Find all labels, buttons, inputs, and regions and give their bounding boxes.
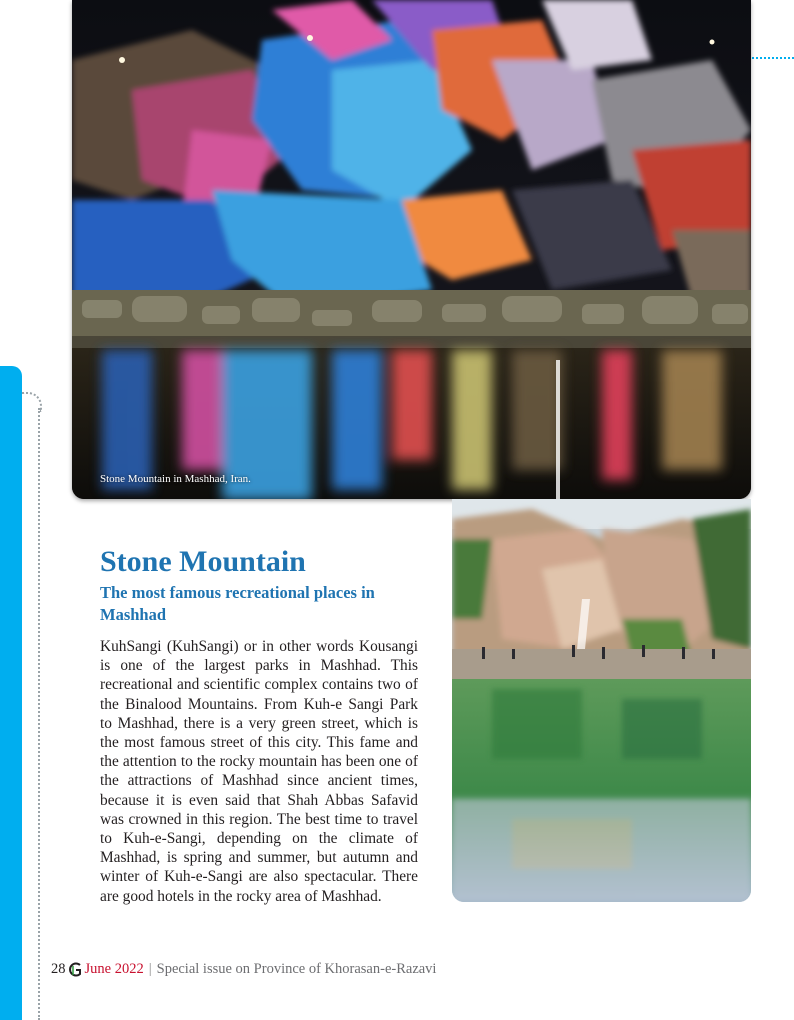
side-accent-bar [0,366,22,1020]
dotted-line-top-right [752,57,794,59]
photo-stone-mountain-day [452,499,751,902]
photo-caption: Stone Mountain in Mashhad, Iran. [100,473,251,485]
page-footer [51,961,436,978]
page-number: 28 [51,961,66,977]
article-subtitle: The most famous recreational places in Mashhad [100,583,375,624]
dotted-line-vertical [38,408,40,1020]
footer-separator: | [148,961,152,977]
article-title: Stone Mountain [100,545,306,578]
hero-photo-stone-mountain-night [72,0,751,499]
article-body: KuhSangi (KuhSangi) or in other words Kousangi is one of the largest parks in Mashhad. This recreational and scientific complex contains two of the Binalood Mountains. From Kuh-e Sangi Park to Mashhad, there is a very green street, which is the most famous street of this city. This fame and the attention to the rocky mountain has been one of the attractions of Mashhad since ancient times, because it is even said that Shah Abbas Safavid was crowned in this region. The best time to travel to Kuh-e-Sangi, depending on the climate of Mashhad, is spring and summer, but autumn and winter of Kuh-e-Sangi are also spectacular. There are good hotels in the rocky area of Mashhad. [100,638,418,905]
magazine-logo-icon [67,961,84,978]
issue-date: June 2022 [84,961,144,977]
issue-title: Special issue on Province of Khorasan-e-Razavi [156,961,437,977]
